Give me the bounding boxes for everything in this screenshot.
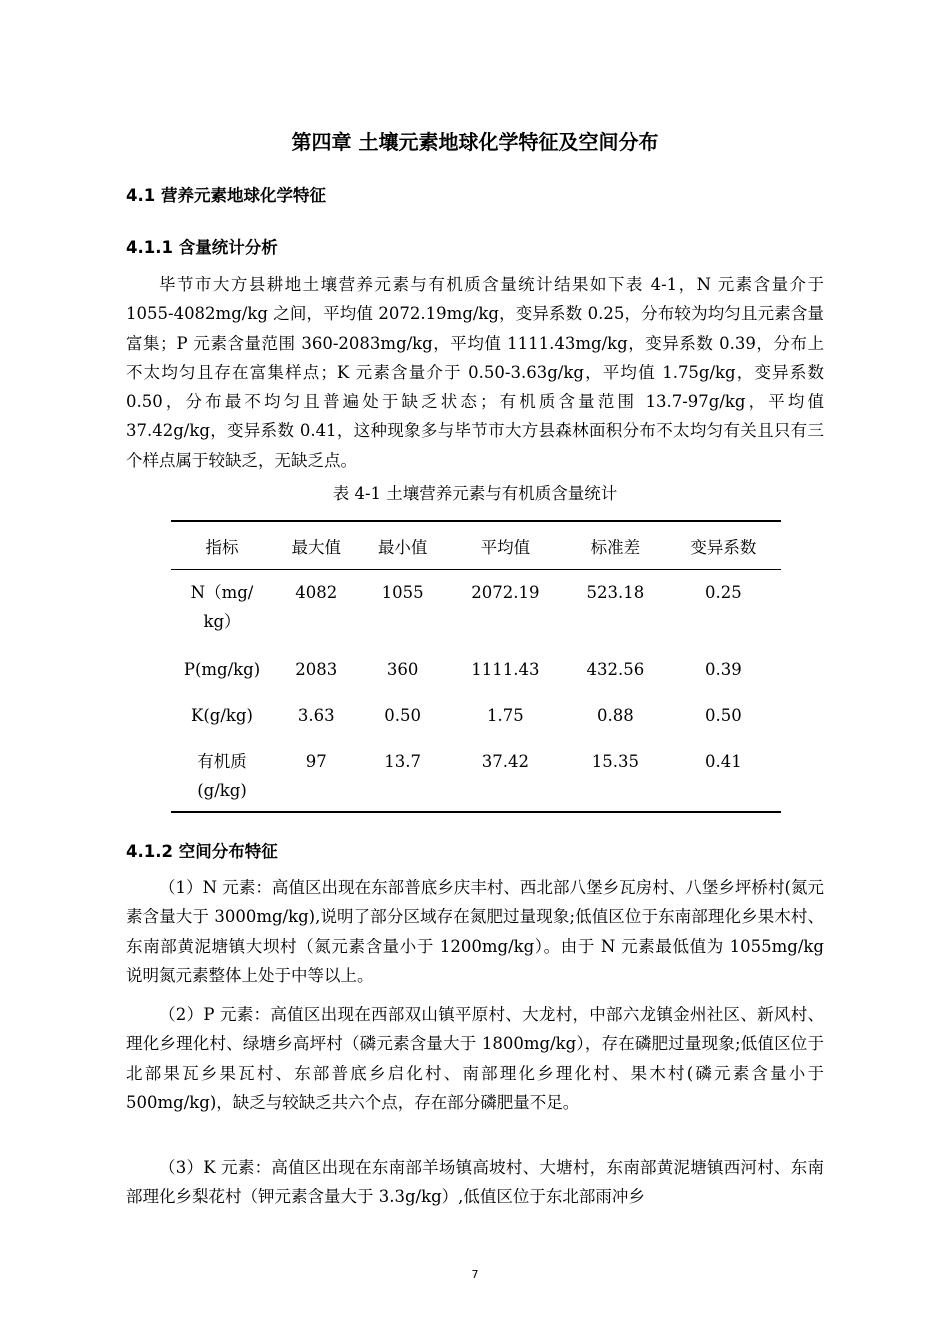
- table-header-row: [171, 521, 781, 570]
- cell-cv: 0.41: [704, 752, 742, 771]
- table-row: [171, 693, 781, 739]
- header-mean: 平均值: [446, 521, 565, 570]
- table-caption: 表 4-1 土壤营养元素与有机质含量统计: [332, 484, 618, 503]
- paragraph-potassium: （3）K 元素：高值区出现在东南部羊场镇高坡村、大塘村，东南部黄泥塘镇西河村、东南部理化乡梨花村（钾元素含量大于 3.3g/kg）,低值区位于东北部雨冲乡: [126, 1158, 824, 1207]
- header-std: 标准差: [565, 521, 666, 570]
- cell-min: 1055: [381, 583, 424, 602]
- cell-min: 360: [386, 660, 419, 679]
- cell-std: 0.88: [596, 706, 634, 725]
- cell-max: 97: [305, 752, 327, 771]
- cell-cv: 0.39: [704, 660, 742, 679]
- paragraph-statistics: 毕节市大方县耕地土壤营养元素与有机质含量统计结果如下表 4-1，N 元素含量介于 1055-4082mg/kg 之间，平均值 2072.19mg/kg，变异系数 0.25，分布较为均匀且元素含量富集；P 元素含量范围 360-2083mg/kg，平均值 1111.43mg/kg，变异系数 0.39，分布上不太均匀且存在富集样点；K 元素含量介于 0.50-3.63g/kg，平均值 1.75g/kg，变异系数 0.50，分布最不均匀且普遍处于缺乏状态；有机质含量范围 13.7-97g/kg，平均值 37.42g/kg，变异系数 0.41，这种现象多与毕节市大方县森林面积分布不太均匀有关且只有三个样点属于较缺乏，无缺乏点。: [126, 275, 824, 470]
- cell-max: 2083: [295, 660, 338, 679]
- section-heading-4-1-1: 4.1.1 含量统计分析: [126, 238, 278, 257]
- cell-cv: 0.50: [704, 706, 742, 725]
- cell-std: 15.35: [591, 752, 639, 771]
- cell-min: 13.7: [384, 752, 421, 771]
- row-label-organic-matter: 有机质 (g/kg): [197, 752, 247, 800]
- cell-std: 432.56: [586, 660, 645, 679]
- section-heading-4-1: 4.1 营养元素地球化学特征: [126, 186, 326, 205]
- chapter-title: 第四章 土壤元素地球化学特征及空间分布: [291, 130, 659, 154]
- cell-std: 523.18: [586, 583, 645, 602]
- cell-mean: 2072.19: [471, 583, 540, 602]
- table-row: [171, 739, 781, 812]
- cell-max: 4082: [295, 583, 338, 602]
- cell-min: 0.50: [384, 706, 421, 725]
- paragraph-phosphorus: （2）P 元素：高值区出现在西部双山镇平原村、大龙村，中部六龙镇金州社区、新风村、理化乡理化村、绿塘乡高坪村（磷元素含量大于 1800mg/kg），存在磷肥过量现象;低值区位于北部果瓦乡果瓦村、东部普底乡启化村、南部理化乡理化村、果木村(磷元素含量小于 500mg/kg)，缺乏与较缺乏共六个点，存在部分磷肥量不足。: [126, 1005, 824, 1112]
- cell-mean: 1111.43: [471, 660, 540, 679]
- header-min: 最小值: [359, 521, 445, 570]
- row-label-k: K(g/kg): [191, 706, 253, 725]
- row-label-p: P(mg/kg): [183, 660, 261, 679]
- table-row: [171, 647, 781, 693]
- cell-cv: 0.25: [704, 583, 742, 602]
- cell-max: 3.63: [297, 706, 335, 725]
- nutrient-statistics-table: [171, 520, 781, 813]
- paragraph-nitrogen: （1）N 元素：高值区出现在东部普底乡庆丰村、西北部八堡乡瓦房村、八堡乡坪桥村(氮元素含量大于 3000mg/kg),说明了部分区域存在氮肥过量现象;低值区位于东南部理化乡果木村、东南部黄泥塘镇大坝村（氮元素含量小于 1200mg/kg）。由于 N 元素最低值为 1055mg/kg 说明氮元素整体上处于中等以上。: [126, 878, 824, 985]
- cell-mean: 37.42: [481, 752, 529, 771]
- page-number: 7: [471, 1268, 479, 1281]
- row-label-n: N（mg/ kg）: [190, 583, 254, 631]
- header-indicator: 指标: [171, 521, 273, 570]
- header-cv: 变异系数: [666, 521, 781, 570]
- table-row: [171, 570, 781, 648]
- cell-mean: 1.75: [487, 706, 524, 725]
- header-max: 最大值: [273, 521, 359, 570]
- section-heading-4-1-2: 4.1.2 空间分布特征: [126, 842, 278, 861]
